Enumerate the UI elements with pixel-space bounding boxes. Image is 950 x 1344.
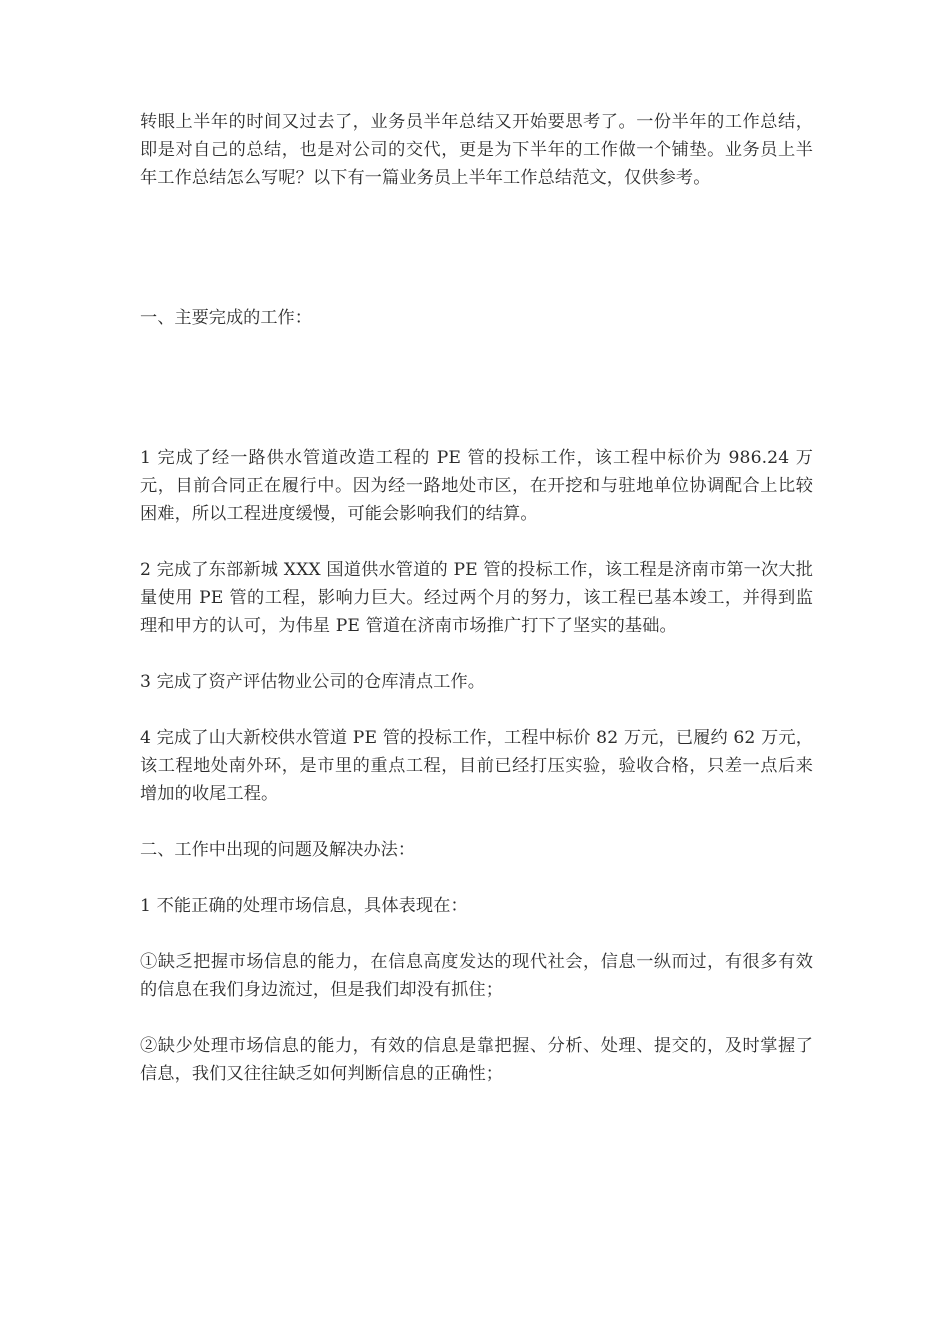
section-2-subitem-2: ②缺少处理市场信息的能力，有效的信息是靠把握、分析、处理、提交的，及时掌握了信息，我们又往往缺乏如何判断信息的正确性；	[140, 1036, 813, 1084]
spacer-s2-i2-i3	[140, 1004, 813, 1032]
section-1-item-1: 1 完成了经一路供水管道改造工程的 PE 管的投标工作，该工程中标价为 986.24 万元，目前合同正在履行中。因为经一路地处市区，在开挖和与驻地单位协调配合上比较困难，所以工程进度缓慢，可能会影响我们的结算。	[140, 448, 813, 524]
spacer-s1-i2-i3	[140, 640, 813, 668]
spacer-s1-i1-i2	[140, 528, 813, 556]
intro-paragraph: 转眼上半年的时间又过去了，业务员半年总结又开始要思考了。一份半年的工作总结，即是对自己的总结，也是对公司的交代，更是为下半年的工作做一个铺垫。业务员上半年工作总结怎么写呢？以下有一篇业务员上半年工作总结范文，仅供参考。	[140, 112, 813, 188]
spacer-before-section-2	[140, 808, 813, 836]
section-1-item-3: 3 完成了资产评估物业公司的仓库清点工作。	[140, 672, 486, 692]
document-body	[140, 108, 813, 1088]
section-2-subitem-1: ①缺乏把握市场信息的能力，在信息高度发达的现代社会，信息一纵而过，有很多有效的信息在我们身边流过，但是我们却没有抓住；	[140, 952, 813, 1000]
spacer-s1-i3-i4	[140, 696, 813, 724]
spacer-after-section-1-heading	[140, 332, 813, 444]
section-1-item-4: 4 完成了山大新校供水管道 PE 管的投标工作，工程中标价 82 万元，已履约 62 万元，该工程地处南外环，是市里的重点工程，目前已经打压实验，验收合格，只差一点后来增加的收尾工程。	[140, 728, 813, 804]
spacer-after-section-2-heading	[140, 864, 813, 892]
section-1-heading: 一、主要完成的工作：	[140, 308, 312, 328]
spacer-s2-i1-i2	[140, 920, 813, 948]
section-2-heading: 二、工作中出现的问题及解决办法：	[140, 840, 416, 860]
section-2-item-1: 1 不能正确的处理市场信息，具体表现在：	[140, 896, 468, 916]
section-1-item-2: 2 完成了东部新城 XXX 国道供水管道的 PE 管的投标工作，该工程是济南市第一次大批量使用 PE 管的工程，影响力巨大。经过两个月的努力，该工程已基本竣工，并得到监理和甲方的认可，为伟星 PE 管道在济南市场推广打下了坚实的基础。	[140, 560, 813, 636]
spacer-before-section-1	[140, 192, 813, 304]
